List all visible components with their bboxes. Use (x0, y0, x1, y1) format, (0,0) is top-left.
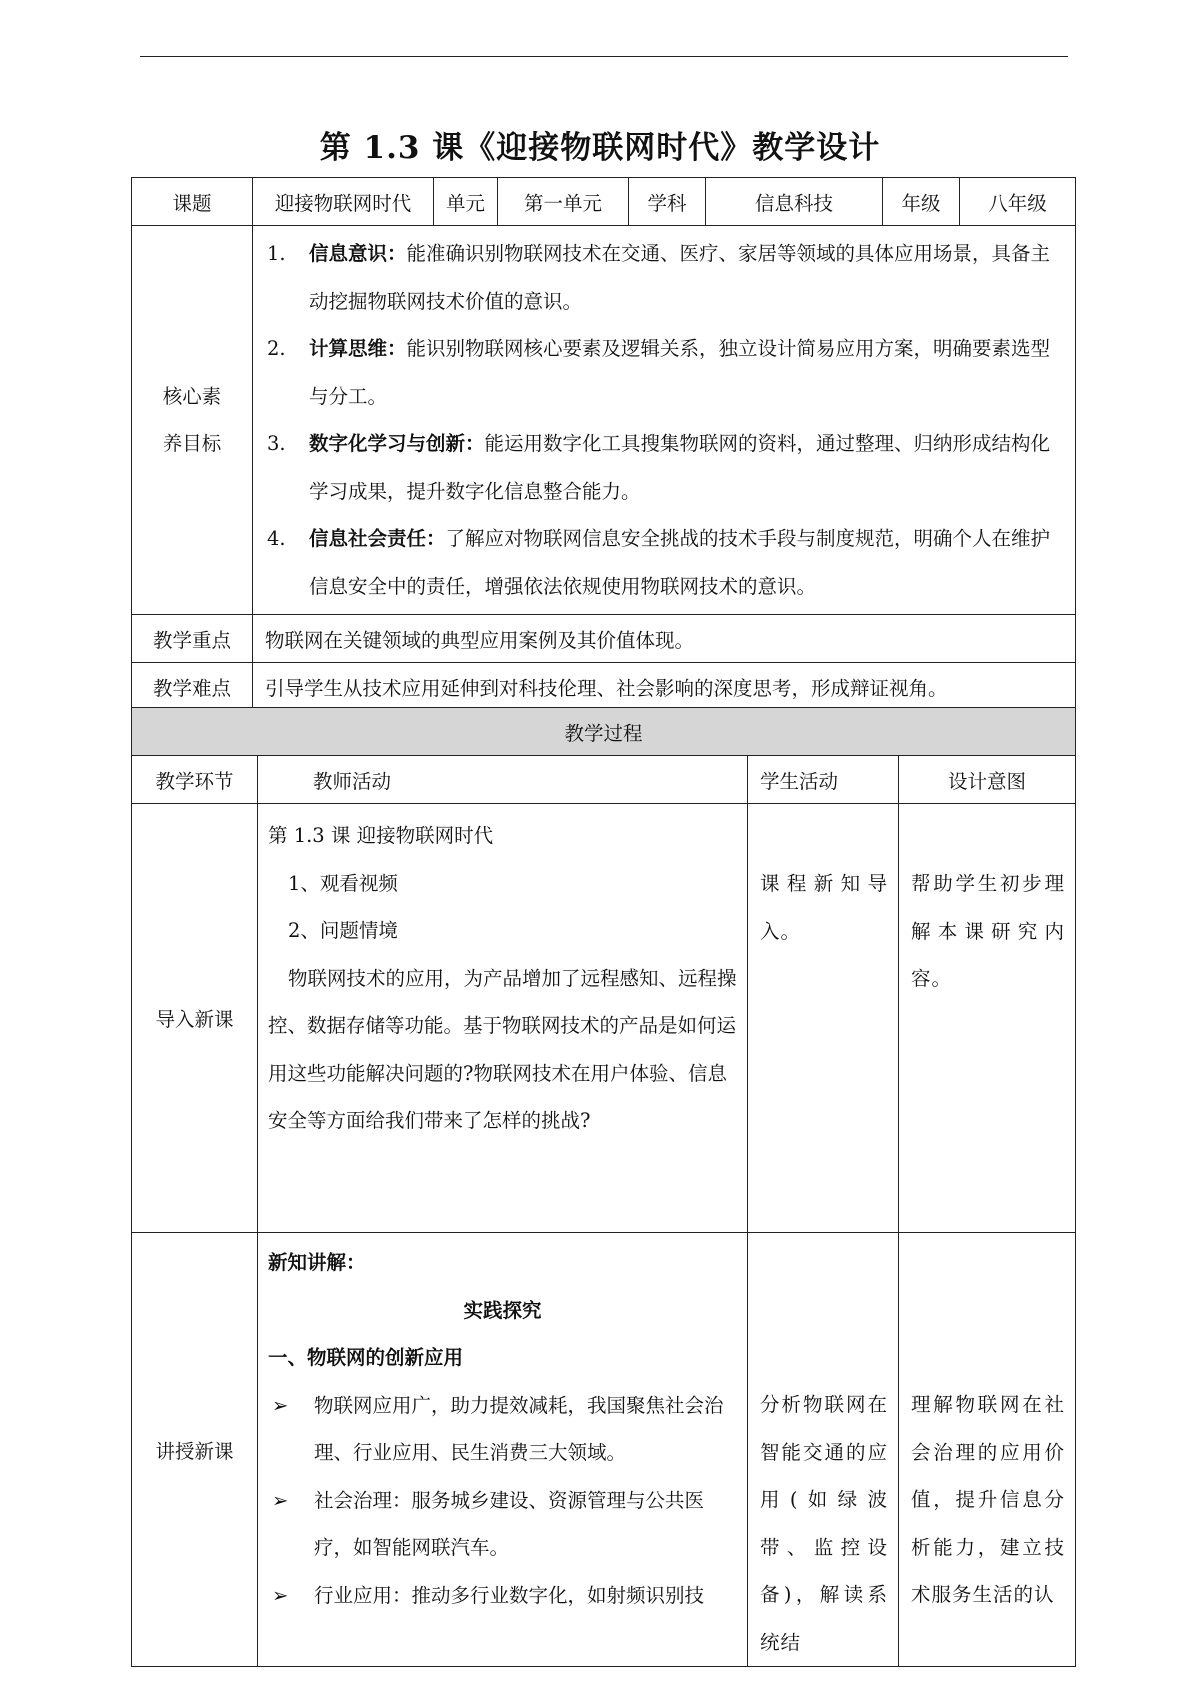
goal-item (263, 230, 1065, 325)
bullet-arrow-icon: ➢ (272, 1393, 289, 1417)
key-point-text: 物联网在关键领域的典型应用案例及其价值体现。 (253, 615, 1076, 663)
goal-number: 1. (267, 242, 286, 265)
goals-label-line1: 核心素 (162, 384, 222, 408)
difficulty-row (132, 663, 1076, 711)
goal-text: 能运用数字化工具搜集物联网的资料，通过整理、归纳形成结构化学习成果，提升数字化信息整合能力。 (309, 432, 1051, 503)
intro-stage: 导入新课 (132, 804, 258, 1233)
subject-value: 信息科技 (706, 178, 883, 226)
goal-item (263, 515, 1065, 610)
new-lesson-row (132, 1233, 1076, 1667)
bullet-text: 社会治理：服务城乡建设、资源管理与公共医疗，如智能网联汽车。 (314, 1488, 705, 1559)
goals-label-line2: 养目标 (162, 432, 222, 455)
bullet-text: 物联网应用广，助力提效减耗，我国聚焦社会治理、行业应用、民生消费三大领域。 (314, 1393, 724, 1464)
goal-item (263, 420, 1065, 515)
header-student: 学生活动 (748, 756, 899, 804)
goal-number: 2. (267, 337, 286, 360)
topic-label: 课题 (132, 178, 253, 226)
goal-text: 了解应对物联网信息安全挑战的技术手段与制度规范，明确个人在维护信息安全中的责任，增强依法依规使用物联网技术的意识。 (309, 527, 1051, 598)
lesson-info-table (131, 177, 1076, 711)
unit-label: 单元 (434, 178, 498, 226)
grade-value: 八年级 (960, 178, 1076, 226)
goal-text: 能识别物联网核心要素及逻辑关系，独立设计简易应用方案，明确要素选型与分工。 (309, 337, 1051, 408)
intro-row (132, 804, 1076, 1233)
key-point-label: 教学重点 (132, 615, 253, 663)
bullet-item (268, 1382, 737, 1477)
difficulty-text: 引导学生从技术应用延伸到对科技伦理、社会影响的深度思考，形成辩证视角。 (253, 663, 1076, 711)
goal-heading: 数字化学习与创新： (309, 432, 485, 455)
goal-heading: 信息社会责任： (309, 527, 446, 550)
goals-row (132, 226, 1076, 615)
new-lesson-heading: 新知讲解： (268, 1251, 366, 1274)
topic-value: 迎接物联网时代 (253, 178, 434, 226)
teaching-process-table (131, 707, 1076, 1667)
section-heading: 一、物联网的创新应用 (268, 1346, 464, 1369)
new-lesson-student-activity: 分析物联网在智能交通的应用(如绿波带、监控设备)，解读系统结 (748, 1233, 899, 1667)
unit-value: 第一单元 (498, 178, 629, 226)
header-stage: 教学环节 (132, 756, 258, 804)
header-teacher: 教师活动 (258, 756, 748, 804)
goal-text: 能准确识别物联网技术在交通、医疗、家居等领域的具体应用场景，具备主动挖掘物联网技术价值的意识。 (309, 242, 1051, 313)
subject-label: 学科 (629, 178, 706, 226)
new-lesson-teacher-activity (258, 1233, 748, 1667)
intro-line: 1、观看视频 (288, 871, 398, 895)
info-row (132, 178, 1076, 226)
process-banner-row (132, 708, 1076, 756)
header-intent: 设计意图 (899, 756, 1076, 804)
bullet-arrow-icon: ➢ (272, 1488, 289, 1512)
difficulty-label: 教学难点 (132, 663, 253, 711)
grade-label: 年级 (883, 178, 960, 226)
process-header-row (132, 756, 1076, 804)
header-rule (140, 56, 1068, 57)
bullet-arrow-icon: ➢ (272, 1583, 289, 1607)
new-lesson-stage: 讲授新课 (132, 1233, 258, 1667)
intro-paragraph: 物联网技术的应用，为产品增加了远程感知、远程操控、数据存储等功能。基于物联网技术的产品是如何运用这些功能解决问题的?物联网技术在用户体验、信息安全等方面给我们带来了怎样的挑战? (268, 966, 737, 1132)
page-title: 第 1.3 课《迎接物联网时代》教学设计 (319, 130, 881, 166)
intro-student-activity: 课程新知导入。 (748, 804, 899, 1233)
bullet-text: 行业应用：推动多行业数字化，如射频识别技 (314, 1583, 705, 1607)
goal-number: 3. (267, 432, 286, 455)
key-point-row (132, 615, 1076, 663)
practice-heading: 实践探究 (463, 1298, 542, 1322)
new-lesson-design-intent: 理解物联网在社会治理的应用价值，提升信息分析能力，建立技术服务生活的认 (899, 1233, 1076, 1667)
goal-number: 4. (267, 527, 286, 550)
bullet-item (268, 1477, 737, 1572)
goals-content (253, 226, 1076, 615)
goal-heading: 信息意识： (309, 242, 407, 265)
intro-line: 2、问题情境 (288, 919, 398, 942)
goals-label (132, 226, 253, 615)
bullet-item (268, 1572, 737, 1620)
intro-design-intent: 帮助学生初步理解本课研究内容。 (899, 804, 1076, 1233)
process-banner: 教学过程 (132, 708, 1076, 756)
intro-teacher-activity (258, 804, 748, 1233)
goal-item (263, 325, 1065, 420)
goal-heading: 计算思维： (309, 337, 407, 360)
intro-line: 第 1.3 课 迎接物联网时代 (268, 824, 494, 847)
